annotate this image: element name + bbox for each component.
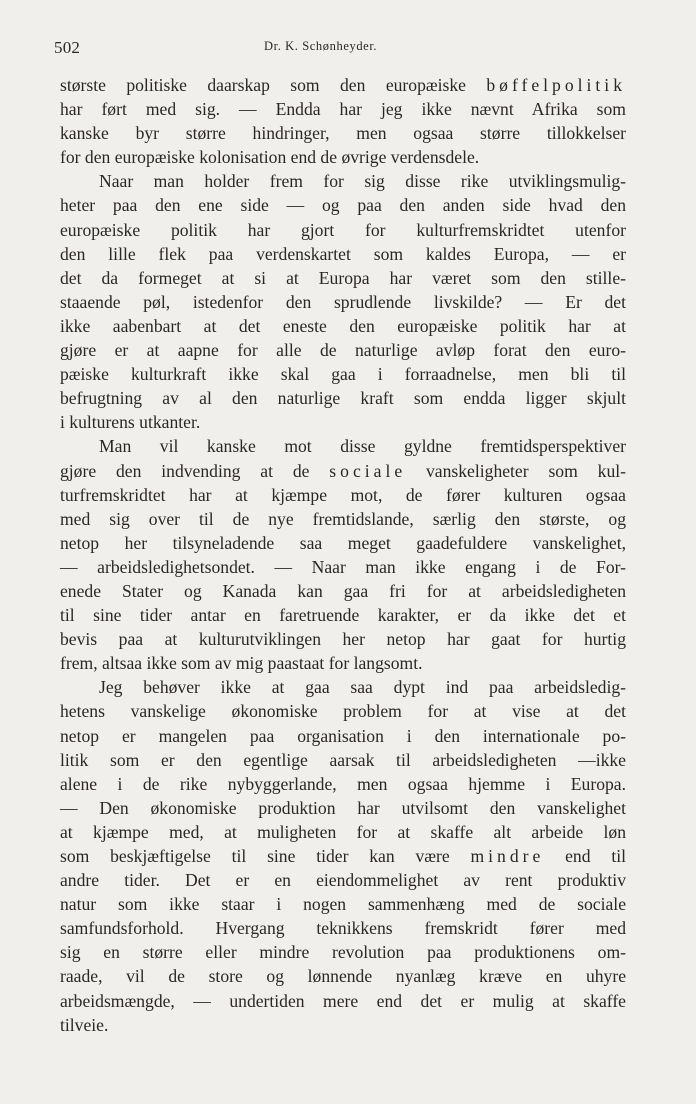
text-line [60,675,626,699]
line-text: bevis paa at kulturutviklingen her netop har gaat for hurtig [60,629,626,650]
text-line [60,338,626,362]
text-line [60,434,626,458]
line-text: den lille flek paa verdenskartet som kaldes Europa, — er [60,243,626,264]
text-line [60,748,626,772]
line-text: staaende pøl, istedenfor den sprudlende livskilde? — Er det [60,291,626,312]
text-line [60,772,626,796]
line-text: europæiske politik har gjort for kulturfremskridtet utenfor [60,219,626,240]
line-text: gjøre er at aapne for alle de naturlige avløp forat den euro- [60,340,626,361]
text-line [60,121,626,145]
line-text: i kulturens utkanter. [60,412,201,433]
text-line [60,699,626,723]
line-text: vanskeligheter som kul- [406,460,626,481]
line-text: enede Stater og Kanada kan gaa fri for at arbeidsledigheten [60,580,626,601]
line-text: frem, altsaa ikke som av mig paastaat for langsomt. [60,653,423,674]
line-text: end til [544,846,626,866]
line-text: arbeidsmængde, — undertiden mere end det er mulig at skaffe [60,990,626,1011]
line-text: heter paa den ene side — og paa den anden side hvad den [60,195,626,216]
line-text: til sine tider antar en faretruende karakter, er da ikke det et [60,605,626,626]
line-text: har ført med sig. — Endda har jeg ikke nævnt Afrika som [60,99,626,120]
text-line [60,892,626,916]
line-text: kanske byr større hindringer, men ogsaa større tillokkelser [60,123,626,144]
line-text: Man vil kanske mot disse gyldne fremtidsperspektiver [99,436,626,457]
line-text: med sig over til de nye fremtidslande, særlig den største, og [60,508,626,529]
text-line [60,916,626,940]
line-text: — arbeidsledighetsondet. — Naar man ikke engang i de For- [60,556,626,577]
text-line [60,242,626,266]
line-text: tilveie. [60,1014,109,1035]
text-line [60,73,626,97]
text-line [60,386,626,410]
text-line [60,627,626,651]
text-line [60,1013,626,1037]
text-line [60,459,626,483]
text-line [60,483,626,507]
text-line [60,603,626,627]
text-line [60,820,626,844]
page-header [54,38,626,58]
text-line [60,507,626,531]
line-text: natur som ikke staar i nogen sammenhæng med de sociale [60,894,626,915]
text-line [60,940,626,964]
text-line [60,145,626,169]
line-text: for den europæiske kolonisation end de øvrige verdensdele. [60,147,480,168]
line-text: samfundsforhold. Hvergang teknikkens fremskridt fører med [60,918,626,939]
emphasized-text: sociale [329,460,407,481]
text-line [60,97,626,121]
line-text: befrugtning av al den naturlige kraft som endda ligger skjult [60,388,626,409]
text-line [60,796,626,820]
emphasized-text: mindre [470,846,545,866]
line-text: — Den økonomiske produktion har utvilsomt den vanskelighet [60,797,626,818]
text-line [60,218,626,242]
text-line [60,989,626,1013]
line-text: hetens vanskelige økonomiske problem for at vise at det [60,701,626,722]
running-head: Dr. K. Schønheyder. [264,39,378,53]
text-line [60,651,626,675]
line-text: netop er mangelen paa organisation i den internationale po- [60,725,626,746]
text-line [60,193,626,217]
text-line [60,964,626,988]
text-line [60,169,626,193]
text-line [60,410,626,434]
line-text: sig en større eller mindre revolution paa produktionens om- [60,942,626,963]
text-line [60,555,626,579]
line-text: raade, vil de store og lønnende nyanlæg kræve en uhyre [60,966,626,987]
body-text [60,73,626,1037]
line-text: ikke aabenbart at det eneste den europæiske politik har at [60,315,626,336]
text-line [60,266,626,290]
text-line [60,724,626,748]
line-text: som beskjæftigelse til sine tider kan være [60,846,471,866]
emphasized-text: bøffelpolitik [486,75,626,95]
line-text: pæiske kulturkraft ikke skal gaa i forraadnelse, men bli til [60,364,626,385]
text-line [60,362,626,386]
line-text: litik som er den egentlige aarsak til arbeidsledigheten —ikke [60,749,626,770]
text-line [60,314,626,338]
line-text: alene i de rike nybyggerlande, men ogsaa hjemme i Europa. [60,773,626,794]
line-text: turfremskridtet har at kjæmpe mot, de fører kulturen ogsaa [60,484,626,505]
line-text: gjøre den indvending at de [60,460,330,481]
line-text: netop her tilsyneladende saa meget gaadefuldere vanskelighet, [60,532,626,553]
text-line [60,290,626,314]
text-line [60,844,626,868]
text-line [60,868,626,892]
line-text: det da formeget at si at Europa har været som den stille- [60,267,626,288]
line-text: Jeg behøver ikke at gaa saa dypt ind paa arbeidsledig- [99,677,626,698]
line-text: Naar man holder frem for sig disse rike utviklingsmulig- [99,171,626,192]
line-text: andre tider. Det er en eiendommelighet av rent produktiv [60,870,626,891]
line-text: største politiske daarskap som den europæiske [60,75,487,95]
page-number: 502 [54,38,81,57]
text-line [60,531,626,555]
line-text: at kjæmpe med, at muligheten for at skaffe alt arbeide løn [60,821,626,842]
text-line [60,579,626,603]
